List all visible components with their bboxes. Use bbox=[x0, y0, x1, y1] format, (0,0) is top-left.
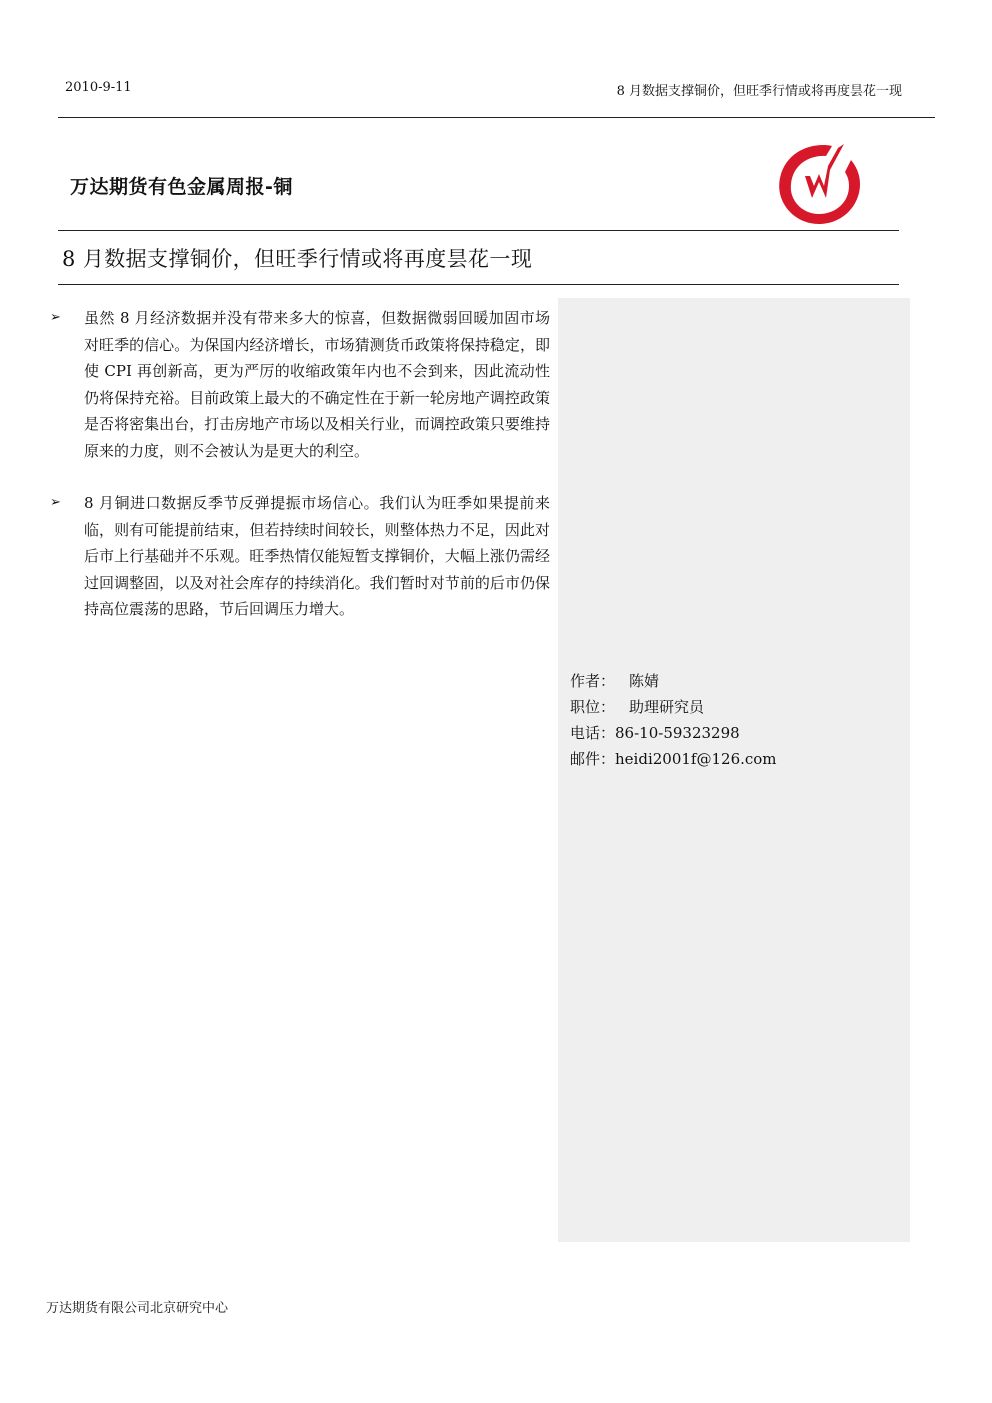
author-title-row bbox=[570, 694, 777, 720]
point-text: 虽然 8 月经济数据并没有带来多大的惊喜，但数据微弱回暖加固市场对旺季的信心。为保国内经济增长，市场猜测货币政策将保持稳定，即使 CPI 再创新高，更为严厉的收缩政策年内也不会到来，因此流动性仍将保持充裕。目前政策上最大的不确定性在于新一轮房地产调控政策是否将密集出台，打击房地产市场以及相关行业，而调控政策只要维持原来的力度，则不会被认为是更大的利空。 bbox=[84, 309, 550, 460]
wanda-logo-icon bbox=[774, 140, 864, 226]
title-divider-bottom bbox=[58, 284, 899, 285]
list-item bbox=[50, 305, 550, 464]
author-phone: 86-10-59323298 bbox=[615, 724, 740, 742]
headline: 8 月数据支撑铜价，但旺季行情或将再度昙花一现 bbox=[62, 247, 533, 271]
author-phone-label: 电话： bbox=[570, 724, 616, 742]
author-email[interactable]: heidi2001f@126.com bbox=[615, 750, 777, 768]
title-divider-top bbox=[58, 230, 899, 231]
author-name-row bbox=[570, 668, 777, 694]
key-points-list bbox=[50, 305, 550, 649]
author-name-label: 作者： bbox=[570, 672, 616, 690]
author-phone-row bbox=[570, 720, 777, 746]
author-email-row bbox=[570, 746, 777, 772]
author-info bbox=[570, 668, 777, 772]
arrow-bullet-icon: ➢ bbox=[50, 310, 61, 325]
author-title-label: 职位： bbox=[570, 698, 616, 716]
footer-organization: 万达期货有限公司北京研究中心 bbox=[46, 1301, 229, 1316]
list-item bbox=[50, 490, 550, 623]
header-running-title: 8 月数据支撑铜价，但旺季行情或将再度昙花一现 bbox=[616, 84, 902, 99]
header-date: 2010-9-11 bbox=[65, 80, 132, 95]
author-title: 助理研究员 bbox=[629, 698, 705, 716]
report-name: 万达期货有色金属周报-铜 bbox=[70, 176, 293, 198]
author-name: 陈婧 bbox=[629, 672, 660, 690]
point-text: 8 月铜进口数据反季节反弹提振市场信心。我们认为旺季如果提前来临，则有可能提前结束，但若持续时间较长，则整体热力不足，因此对后市上行基础并不乐观。旺季热情仅能短暂支撑铜价，大幅上涨仍需经过回调整固，以及对社会库存的持续消化。我们暂时对节前的后市仍保持高位震荡的思路，节后回调压力增大。 bbox=[84, 494, 550, 618]
arrow-bullet-icon: ➢ bbox=[50, 495, 61, 510]
header-divider bbox=[58, 117, 935, 118]
author-email-label: 邮件： bbox=[570, 750, 616, 768]
